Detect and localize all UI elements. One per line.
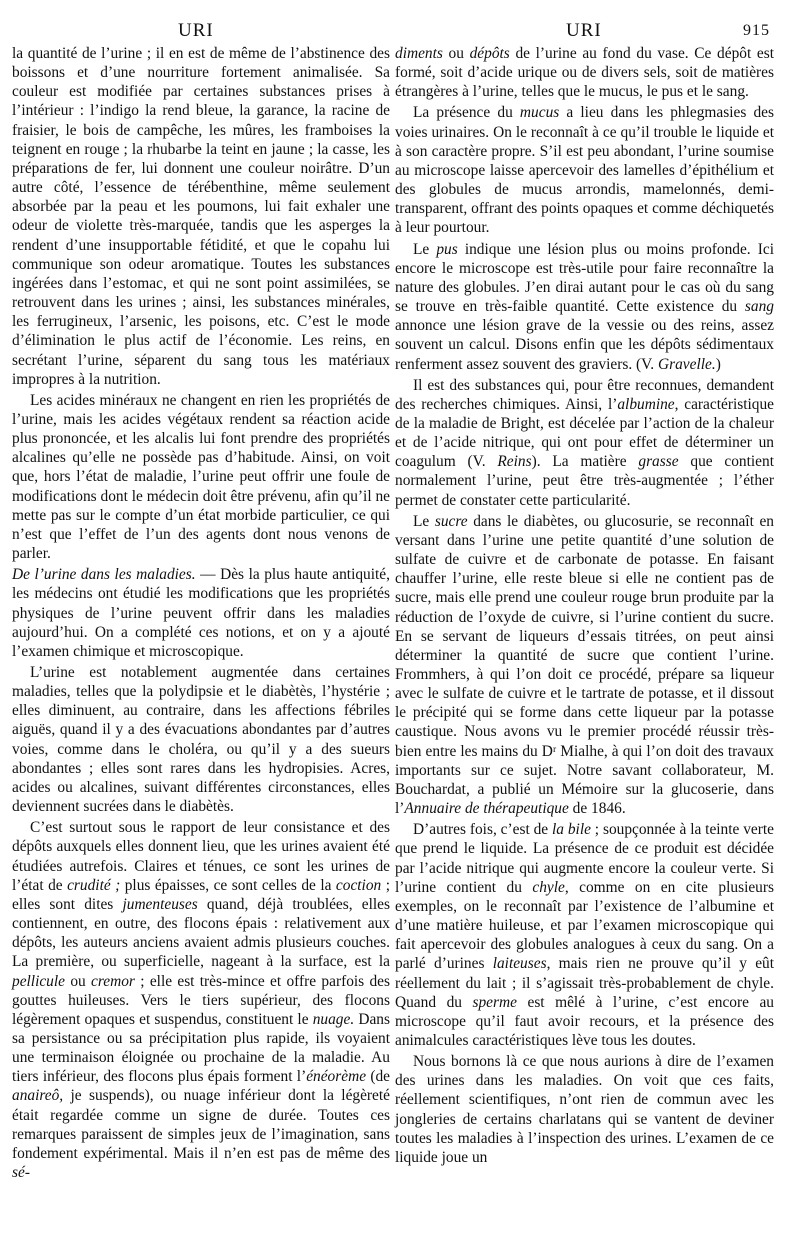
paragraph: Le sucre dans le diabètes, ou glucosurie, se reconnaît en versant dans l’urine une petite quantité d’une solution de sulfate de cuivre et de carbonate de potasse. En faisant chauffer l’urine, elle reste bleue si elle ne contient pas de sucre, mais elle prend une couleur rouge brun produite par la réduction de l’oxyde de cuivre, si l’urine contient du sucre. En se servant de liqueurs d’essais titrées, on peut ainsi déterminer la quantité de sucre que contient l’urine. Frommhers, à qui l’on doit ce procédé, prépare sa liqueur avec le sulfate de cuivre et le tartrate de potasse, et il dissout le précipité qui se forme dans cette liqueur par la potasse caustique. Nous avons vu le premier procédé réussir très-bien entre les mains du Dʳ Mialhe, à qui l’on doit des travaux importants sur ce sujet. Notre savant collaborateur, M. Bouchardat, a publié un Mémoire sur la glucoserie, dans l’Annuaire de thérapeutique de 1846.	[395, 512, 774, 818]
paragraph: La présence du mucus a lieu dans les phlegmasies des voies urinaires. On le reconnaît à ce qu’il trouble le liquide et à son caractère propre. S’il est peu abondant, l’urine soumise au microscope laisse apercevoir des lamelles d’épithélium et des globules de mucus arrondis, mamelonnés, demi-transparent, offrant des points opaques et comme déchiquetés à leur pourtour.	[395, 104, 774, 237]
left-column	[12, 44, 390, 1182]
paragraph: C’est surtout sous le rapport de leur consistance et des dépôts auxquels elles donnent lieu, que les urines avaient été étudiées autrefois. Claires et ténues, ce sont les urines de l’état de crudité ; plus épaisses, ce sont celles de la coction ; elles sont dites jumenteuses quand, déjà troublées, elles contiennent, en outre, des flocons épais : relativement aux dépôts, les auteurs anciens avaient admis plusieurs couches. La première, ou superficielle, nageant à la surface, est la pellicule ou cremor ; elle est très-mince et offre parfois des gouttes huileuses. Vers le tiers supérieur, des flocons légèrement opaques et suspendus, constituent le nuage. Dans sa persistance ou sa précipitation plus rapide, ils voyaient une terminaison éloignée ou prochaine de la maladie. Au tiers inférieur, des flocons plus épais forment l’énéorème (de anaireô, je suspends), ou nuage inférieur dont la légèreté était regardée comme un signe de durée. Toutes ces remarques paraissent de simples jeux de l’imagination, sans fondement expérimental. Mais il n’en est pas de même des sé-	[12, 819, 391, 1182]
running-header	[0, 6, 800, 46]
section-heading: De l’urine dans les maladies.	[12, 566, 196, 584]
section-paragraph: De l’urine dans les maladies. — Dès la plus haute antiquité, les médecins ont étudié les modifications que les propriétés physiques de l’urine peuvent offrir dans les maladies aujourd’hui. On a complété ces notions, et on y a ajouté l’examen chimique et microscopique.	[12, 566, 390, 660]
paragraph: Il est des substances qui, pour être reconnues, demandent des recherches chimiques. Ainsi, l’albumine, caractéristique de la maladie de Bright, est décelée par l’action de la chaleur et de l’acide nitrique, qui ont pour effet de déterminer un coagulum (V. Reins). La matière grasse que contient normalement l’urine, peut être très-augmentée ; l’éther permet de constater cette particularité.	[395, 376, 774, 509]
right-column	[395, 44, 774, 1167]
paragraph: Nous bornons là ce que nous aurions à dire de l’examen des urines dans les maladies. On voit que ces faits, réellement scientifiques, n’ont rien de commun avec les jongleries de certains charlatans qui se vantent de deviner toutes les maladies à l’inspection des urines. L’examen de ce liquide joue un	[395, 1053, 774, 1166]
paragraph: D’autres fois, c’est de la bile ; soupçonnée à la teinte verte que prend le liquide. La présence de ce produit est décidée par l’acide nitrique qui augmente encore la couleur verte. Si l’urine contient du chyle, comme on en cite plusieurs exemples, on le reconnaît par l’existence de l’albumine et d’une matière huileuse, et par l’examen microscopique qui fait apercevoir des globules analogues à ceux du sang. On a parlé d’urines laiteuses, mais rien ne prouve qu’il y eût réellement du lait ; il s’agissait très-probablement de chyle. Quand du sperme est mêlé à l’urine, c’est encore au microscope qu’il faut avoir recours, et la présence des animalcules caractéristiques lève tous les doutes.	[395, 821, 775, 1049]
paragraph: Les acides minéraux ne changent en rien les propriétés de l’urine, mais les acides végétaux rendent sa réaction acide plus prononcée, et les alcalis lui font prendre des propriétés alcalines qu’elle ne possède pas d’habitude. Ainsi, on voit que, hors l’état de maladie, l’urine peut offrir une foule de modifications dont le médecin doit être prévenu, afin qu’il ne mette pas sur le compte d’un état morbide particulier, ce qui n’est que l’effet de l’un des agents dont nous venons de parler.	[12, 391, 390, 563]
paragraph: la quantité de l’urine ; il en est de même de l’abstinence des boissons et d’une nourriture fortement animalisée. Sa couleur est modifiée par certaines substances prises à l’intérieur : l’indigo la rend bleue, la garance, la racine de fraisier, le bois de campêche, les mûres, les framboises la teignent en rouge ; la rhubarbe la teint en jaune ; la casse, les préparations de fer, lui donnent une couleur noirâtre. D’un autre côté, l’essence de térébenthine, même seulement absorbée par la peau et les poumons, lui fait exhaler une odeur de violette très-marquée, tandis que les asperges la rendent d’une insupportable fétidité, et que le copahu lui communique son odeur aromatique. Toutes les substances ingérées dans l’estomac, et qui ne sont point assimilées, se retrouvent dans les urines ; ainsi, les substances minérales, les ferrugineux, l’arsenic, les poisons, etc. C’est le mode d’élimination le plus actif de l’économie. Les reins, en secrétant l’urine, séparent du sang tous les matériaux impropres à la nutrition.	[12, 45, 390, 388]
paragraph: Le pus indique une lésion plus ou moins profonde. Ici encore le microscope est très-utile pour faire reconnaître la nature des globules. J’en dirai autant pour le cas où du sang se trouve en très-faible quantité. Cette existence du sang annonce une lésion grave de la vessie ou des reins, assez souvent un calcul. Disons enfin que les dépôts sédimentaux renferment assez souvent des graviers. (V. Gravelle.)	[395, 240, 774, 373]
paragraph: diments ou dépôts de l’urine au fond du vase. Ce dépôt est formé, soit d’acide urique ou de divers sels, soit de matières étrangères à l’urine, telles que le mucus, le pus et le sang.	[395, 45, 774, 101]
left-running-title: URI	[178, 20, 214, 41]
page-number: 915	[743, 22, 770, 39]
right-running-title: URI	[566, 20, 602, 41]
paragraph: L’urine est notablement augmentée dans certaines maladies, telles que la polydipsie et le diabètès, l’hystérie ; elles diminuent, au contraire, dans les affections fébriles aiguës, quand il y a des évacuations abondantes par d’autres voies, comme dans le choléra, ou qu’il y a des sueurs abondantes ; elles sont rares dans les hydropisies. Acres, acides ou alcalines, suivant différentes circonstances, elles deviennent sucrées dans le diabètès.	[12, 664, 390, 816]
